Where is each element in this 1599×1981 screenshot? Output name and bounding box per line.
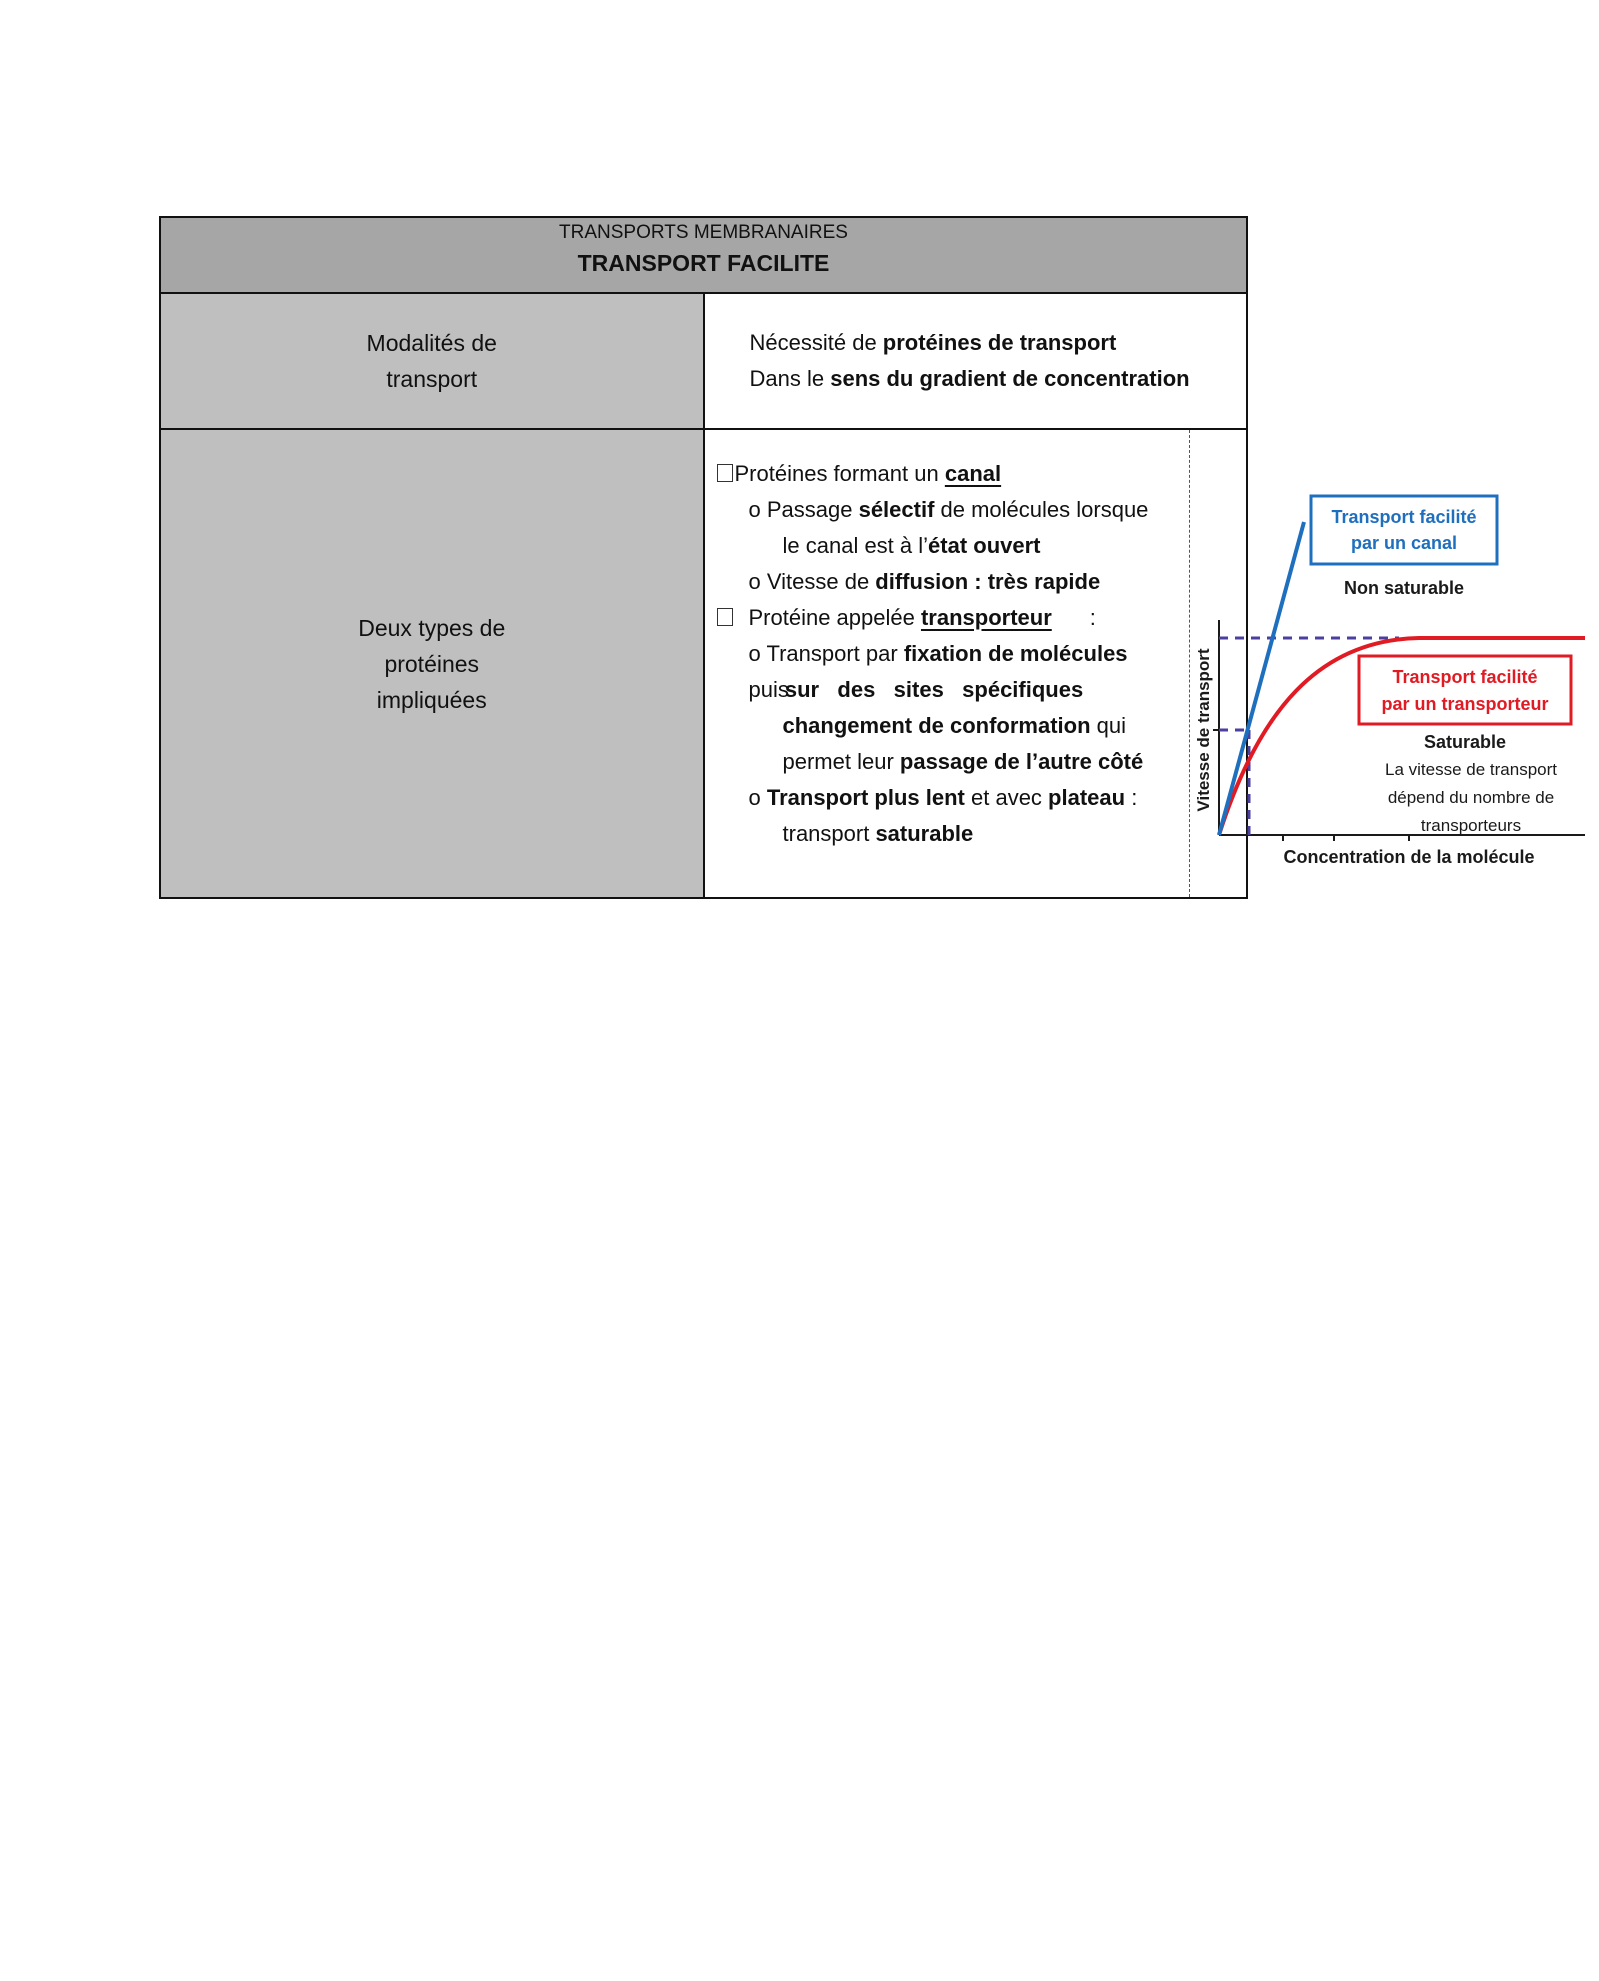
- text: :: [1125, 785, 1138, 810]
- transporteur-bullet-1-l2: [717, 672, 1185, 708]
- bold-text: saturable: [875, 821, 974, 846]
- bold-text: sur des sites spécifiques: [784, 677, 1084, 702]
- text: o Transport par: [748, 641, 904, 666]
- text: de molécules lorsque: [934, 497, 1149, 522]
- x-axis-label: Concentration de la molécule: [1282, 847, 1535, 867]
- text: et avec: [964, 785, 1049, 810]
- row-label-line: transport: [386, 366, 478, 392]
- row-label-line: protéines: [384, 650, 480, 677]
- modalites-content: [704, 293, 1248, 429]
- y-axis-label: Vitesse de transport: [1193, 648, 1213, 812]
- text: permet leur: [782, 749, 900, 774]
- text: Dans le: [749, 366, 831, 391]
- types-text-column: [717, 456, 1185, 852]
- canal-box-line-1: Transport facilité: [1330, 507, 1477, 527]
- row-label-line: Deux types de: [358, 614, 506, 641]
- transporteur-desc-line-3: transporteurs: [1420, 816, 1521, 835]
- text: Protéine appelée: [748, 605, 921, 630]
- bold-text: sens du gradient de concentration: [830, 366, 1190, 391]
- checkbox-icon: [717, 464, 733, 482]
- bold-text: changement de conformation: [782, 713, 1091, 738]
- transporteur-bullet-1-l3: [717, 708, 1185, 744]
- bold-text: diffusion : très rapide: [875, 569, 1101, 594]
- text: puis: [748, 677, 789, 702]
- canal-note: Non saturable: [1343, 578, 1464, 598]
- transporteur-desc-line-2: dépend du nombre de: [1387, 788, 1554, 807]
- canal-bullet-1: [717, 492, 1185, 528]
- bold-text: passage de l’autre côté: [899, 749, 1144, 774]
- transporteur-note: Saturable: [1423, 732, 1506, 752]
- modalites-line-proteins: [705, 325, 1247, 361]
- bold-text: plateau: [1048, 785, 1126, 810]
- bold-text: Transport plus lent: [766, 785, 965, 810]
- transporteur-bullet-1: [717, 636, 1185, 672]
- section-label: TRANSPORTS MEMBRANAIRES: [559, 222, 848, 243]
- bold-text: fixation de molécules: [903, 641, 1128, 666]
- table-header: [160, 217, 1247, 293]
- text: qui: [1090, 713, 1127, 738]
- row-label-modalites: [160, 293, 704, 429]
- bold-text: canal: [944, 461, 1002, 486]
- transporteur-bullet-1-l4: [717, 744, 1185, 780]
- row-label-line: Modalités de: [366, 330, 497, 356]
- text: Nécessité de: [749, 330, 883, 355]
- transporteur-desc-line-1: La vitesse de transport: [1384, 760, 1557, 779]
- checkbox-icon: [717, 608, 733, 626]
- canal-bullet-1-cont: [717, 528, 1185, 564]
- bold-text: transporteur: [920, 605, 1052, 630]
- page-title: TRANSPORT FACILITE: [577, 250, 830, 276]
- canal-heading: [717, 456, 1185, 492]
- transporteur-box-line-2: par un transporteur: [1380, 694, 1549, 714]
- transport-rate-figure: [1193, 460, 1599, 870]
- modalites-line-gradient: [705, 361, 1247, 397]
- canal-bullet-2: [717, 564, 1185, 600]
- transporteur-heading: [717, 600, 1185, 636]
- facilitated-transport-table: [159, 216, 1557, 899]
- text: Protéines formant un: [734, 461, 945, 486]
- text: o Vitesse de: [748, 569, 876, 594]
- canal-box-line-2: par un canal: [1350, 533, 1457, 553]
- bold-text: protéines de transport: [882, 330, 1117, 355]
- bold-text: état ouvert: [928, 533, 1041, 558]
- canal-line: [1219, 522, 1304, 835]
- text: transport: [782, 821, 876, 846]
- transporteur-bullet-2: o Transport plus lent et avec plateau :: [748, 785, 1138, 810]
- transporteur-bullet-2-l2: [717, 816, 1185, 852]
- bold-text: sélectif: [858, 497, 935, 522]
- text: le canal est à l’: [782, 533, 929, 558]
- row-label-line: impliquées: [376, 686, 487, 713]
- transporteur-box-line-1: Transport facilité: [1391, 667, 1538, 687]
- text: o Passage: [748, 497, 859, 522]
- row-label-types: [160, 429, 704, 898]
- text: :: [1089, 605, 1096, 630]
- column-divider: [1189, 430, 1190, 897]
- figure-svg: [1193, 460, 1599, 870]
- types-content: [704, 429, 1557, 898]
